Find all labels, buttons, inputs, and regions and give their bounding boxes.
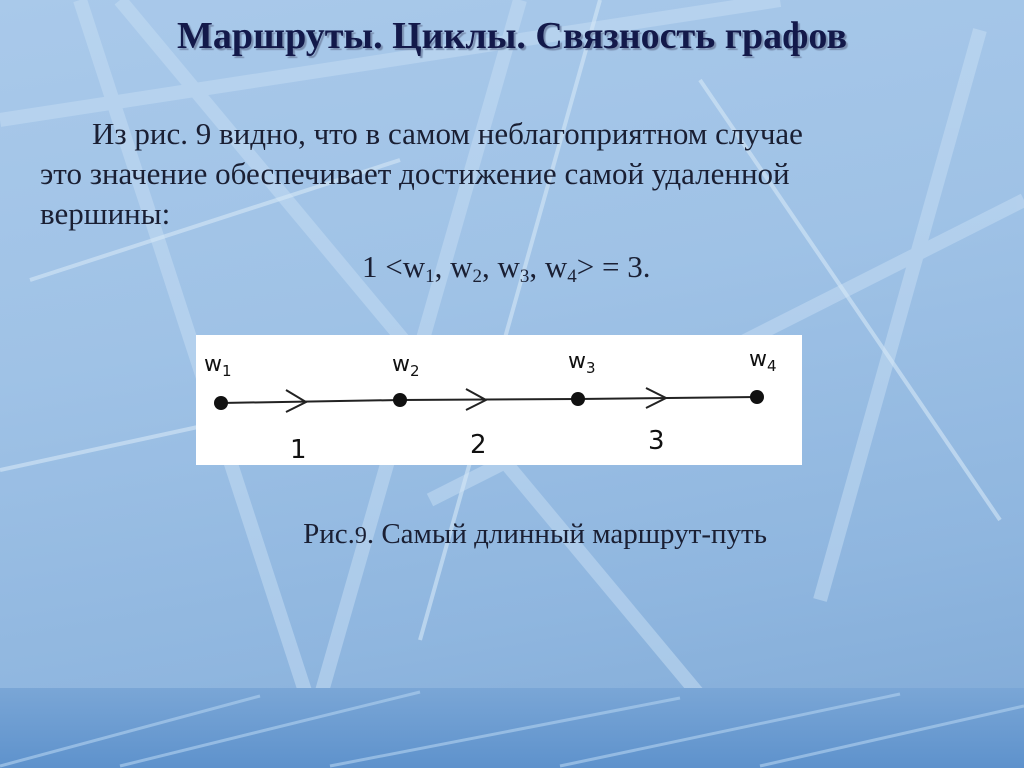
paragraph-line-1: Из рис. 9 видно, что в самом неблагоприятном случае: [92, 116, 803, 151]
formula-sub-3: 3: [519, 266, 530, 287]
bottom-band: [0, 688, 1024, 768]
body-paragraph: [40, 114, 1000, 234]
path-graph: [196, 335, 802, 465]
edge-label-1: 1: [290, 435, 307, 465]
vertex-w2: [393, 393, 407, 407]
caption-number: 9: [354, 523, 367, 549]
caption-prefix: Рис.: [303, 518, 355, 550]
formula-sub-2: 2: [472, 266, 483, 287]
slide-title: Маршруты. Циклы. Связность графов: [177, 15, 847, 57]
edge-label-3: 3: [648, 426, 665, 456]
bottom-band-decoration: [0, 688, 1024, 768]
formula-sep-3: , w: [529, 249, 568, 284]
vertex-w1: [214, 396, 228, 410]
vertex-label-w1: $w_1$: [204, 352, 232, 380]
vertex-label-w4: $w_4$: [749, 347, 777, 375]
formula: [362, 249, 651, 288]
path-graph-figure: [196, 335, 802, 465]
formula-sep-2: , w: [482, 249, 520, 284]
vertex-label-w3: $w_3$: [568, 349, 596, 377]
formula-sub-4: 4: [567, 266, 577, 287]
paragraph-line-2: это значение обеспечивает достижение самой удаленной: [40, 156, 790, 191]
vertex-w4: [750, 390, 764, 404]
formula-sub-1: 1: [425, 266, 435, 287]
edge-2: [400, 399, 578, 400]
edge-1: [221, 400, 400, 403]
formula-sep-1: , w: [434, 249, 473, 284]
vertex-label-w2: $w_2$: [392, 352, 420, 380]
figure-caption: [0, 518, 1024, 551]
paragraph-line-3: вершины:: [40, 196, 171, 231]
vertex-w3: [571, 392, 585, 406]
caption-text: . Самый длинный маршрут-путь: [366, 518, 767, 550]
formula-suffix: > = 3.: [576, 249, 651, 284]
edge-label-2: 2: [470, 430, 487, 460]
formula-prefix: 1 <w: [362, 249, 426, 284]
